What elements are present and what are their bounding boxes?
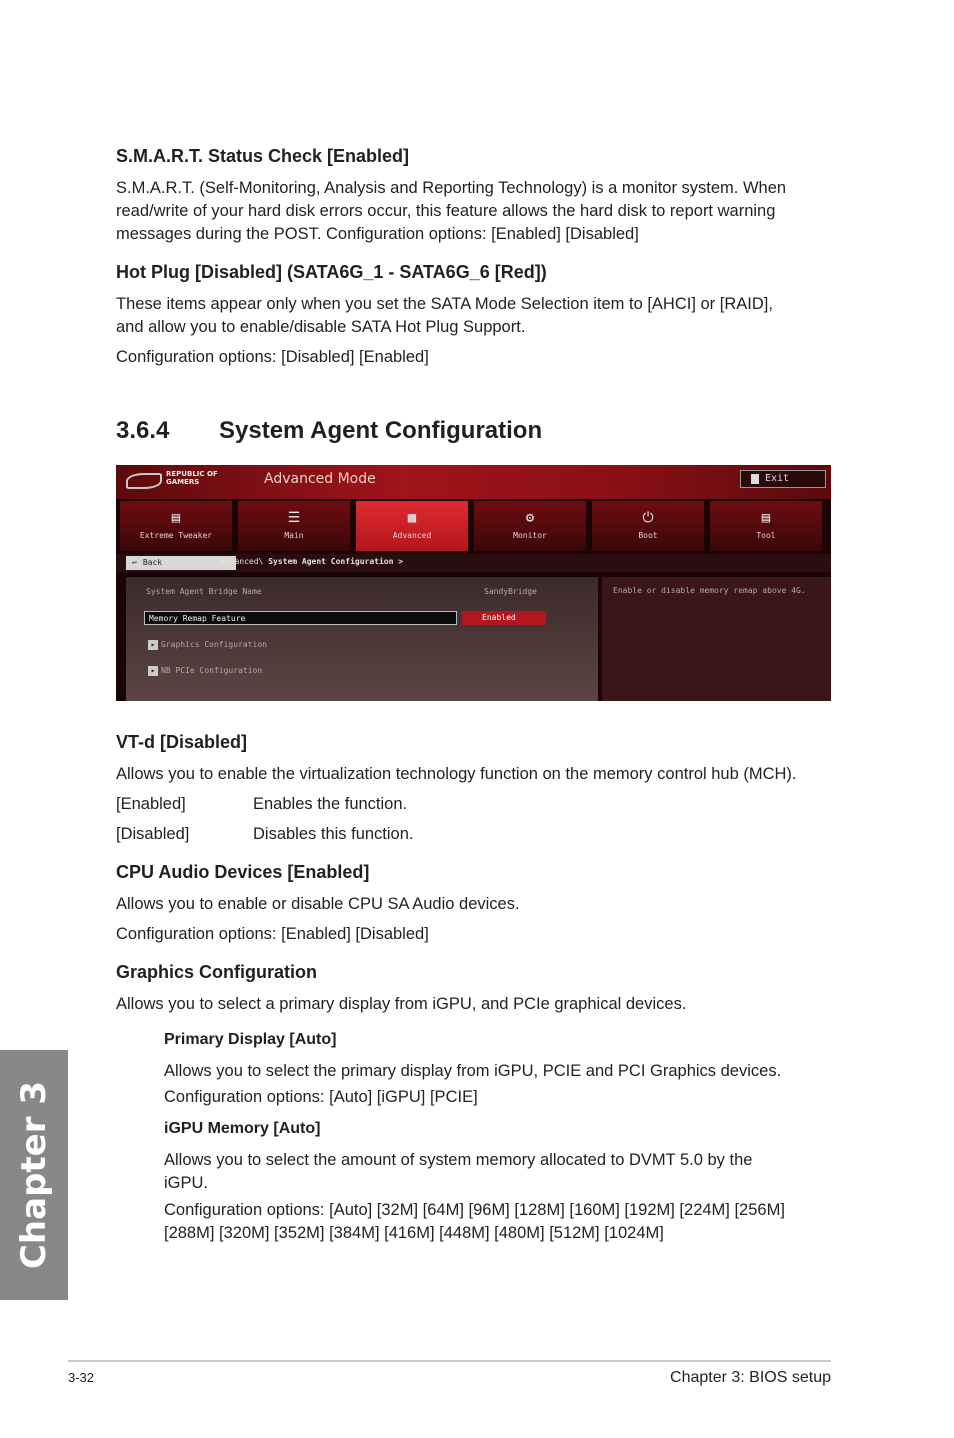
bios-screenshot [116,465,831,701]
section-number: 3.6.4 [116,417,170,444]
back-arrow-icon: ↩ [132,558,137,567]
igpu-memory-options-1: Configuration options: [Auto] [32M] [64M] [96M] [128M] [160M] [192M] [224M] [256M] [164,1201,785,1219]
cpu-audio-description: Allows you to enable or disable CPU SA Audio devices. [116,895,520,913]
chip-icon: ▩ [407,510,417,526]
printer-icon: ▤ [761,510,771,526]
nb-pcie-config-item[interactable]: ▸ NB PCIe Configuration [148,666,262,676]
submenu-arrow-icon: ▸ [148,666,158,676]
igpu-memory-description-2: iGPU. [164,1174,209,1192]
tab-extreme-tweaker[interactable]: ▤ Extreme Tweaker [120,501,234,551]
bios-tabs [116,501,831,551]
tab-boot[interactable]: ⏻ Boot [592,501,706,551]
bios-breadcrumb-bar [116,554,831,572]
list-icon: ☰ [287,510,301,526]
bridge-name-label: System Agent Bridge Name [146,587,262,596]
primary-display-options: Configuration options: [Auto] [iGPU] [PCIE] [164,1088,478,1106]
bios-mode-title: Advanced Mode [264,471,376,487]
gauge-icon: ⚙ [525,510,535,526]
memory-remap-item[interactable]: Memory Remap Feature [144,611,457,625]
smart-line-2: read/write of your hard disk errors occur, this feature allows the hard disk to report warning [116,202,776,220]
graphics-description: Allows you to select a primary display from iGPU, and PCIe graphical devices. [116,995,687,1013]
bios-top-bar [116,465,831,499]
vtd-description: Allows you to enable the virtualization technology function on the memory control hub (MCH). [116,765,797,783]
bios-help-text: Enable or disable memory remap above 4G. [613,586,806,595]
smart-heading: S.M.A.R.T. Status Check [Enabled] [116,146,410,166]
exit-door-icon [751,474,759,484]
graphics-config-item[interactable]: ▸ Graphics Configuration [148,640,267,650]
vtd-option-value: [Disabled] [116,825,190,843]
cpu-audio-options: Configuration options: [Enabled] [Disabled] [116,925,429,943]
bios-exit-button[interactable]: Exit [740,470,826,488]
graphics-heading: Graphics Configuration [116,962,318,982]
power-icon: ⏻ [642,510,654,526]
hotplug-options: Configuration options: [Disabled] [Enabled] [116,348,429,366]
igpu-memory-heading: iGPU Memory [Auto] [164,1120,321,1137]
igpu-memory-options-2: [288M] [320M] [352M] [384M] [416M] [448M] [480M] [512M] [1024M] [164,1224,664,1242]
chapter-side-tab-label: Chapter 3 [14,1081,54,1270]
hotplug-line-1: These items appear only when you set the SATA Mode Selection item to [AHCI] or [RAID], [116,295,773,313]
section-title: System Agent Configuration [219,417,543,444]
smart-line-1: S.M.A.R.T. (Self-Monitoring, Analysis and Reporting Technology) is a monitor system. When [116,179,787,197]
page-number: 3-32 [68,1370,95,1385]
rog-logo-text: REPUBLIC OF GAMERS [166,470,218,486]
rog-logo-icon [126,473,162,489]
tab-monitor[interactable]: ⚙ Monitor [474,501,588,551]
chapter-side-tab [0,1050,68,1300]
tab-advanced[interactable]: ▩ Advanced [356,501,470,551]
footer-divider [68,1360,831,1362]
footer-chapter: Chapter 3: BIOS setup [670,1369,831,1386]
bridge-name-value: SandyBridge [484,587,537,596]
vtd-heading: VT-d [Disabled] [116,732,248,752]
memory-remap-value[interactable]: Enabled [462,611,546,625]
vtd-option-value: [Enabled] [116,795,186,813]
breadcrumb: Advanced\ System Agent Configuration > [220,557,404,566]
submenu-arrow-icon: ▸ [148,640,158,650]
igpu-memory-description-1: Allows you to select the amount of system memory allocated to DVMT 5.0 by the [164,1151,753,1169]
smart-line-3: messages during the POST. Configuration options: [Enabled] [Disabled] [116,225,639,243]
tab-main[interactable]: ☰ Main [238,501,352,551]
hotplug-heading: Hot Plug [Disabled] (SATA6G_1 - SATA6G_6 [Red]) [116,262,547,282]
primary-display-heading: Primary Display [Auto] [164,1031,337,1048]
bios-back-button[interactable]: ↩ Back [126,556,236,570]
tab-tool[interactable]: ▤ Tool [710,501,824,551]
hotplug-line-2: and allow you to enable/disable SATA Hot Plug Support. [116,318,526,336]
cpu-audio-heading: CPU Audio Devices [Enabled] [116,862,370,882]
primary-display-description: Allows you to select the primary display from iGPU, PCIE and PCI Graphics devices. [164,1062,782,1080]
vtd-option-meaning: Enables the function. [253,795,408,813]
vtd-option-meaning: Disables this function. [253,825,414,843]
sliders-icon: ▤ [171,510,181,526]
